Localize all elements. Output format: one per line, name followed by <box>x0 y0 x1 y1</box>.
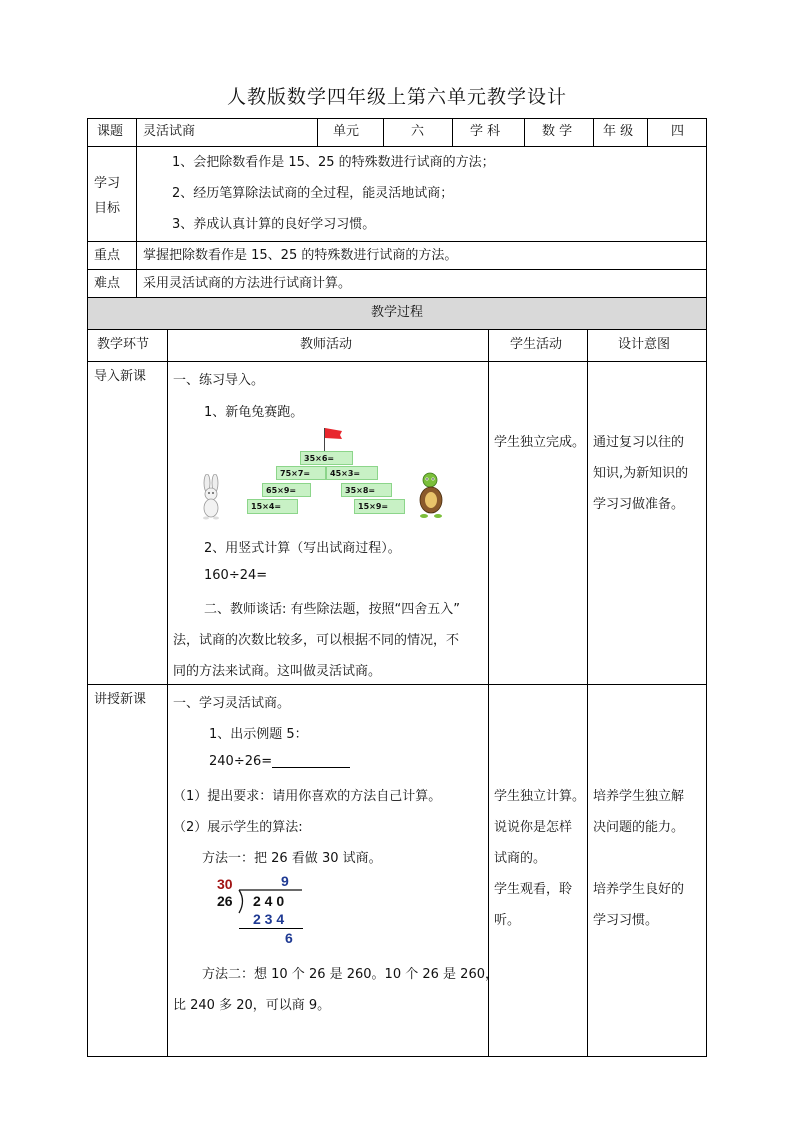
teacher-line: 1、出示例题 5： <box>209 727 308 742</box>
divisor: 26 <box>217 893 233 909</box>
quotient: 9 <box>281 873 289 889</box>
student-activity: 听。 <box>494 913 521 928</box>
unit-label: 单元 <box>333 124 360 139</box>
unit-value: 六 <box>411 124 425 139</box>
student-activity: 学生观看，聆 <box>494 882 573 897</box>
design-intent-line: 培养学生良好的 <box>593 882 685 897</box>
answer-blank <box>272 767 350 768</box>
teacher-line: 1、新龟兔赛跑。 <box>204 405 304 420</box>
design-intent-line: 决问题的能力。 <box>593 820 685 835</box>
subject-value: 数 学 <box>542 124 573 139</box>
difficulty-label: 难点 <box>94 276 121 291</box>
student-activity: 学生独立完成。 <box>494 435 586 450</box>
teacher-line: 一、学习灵活试商。 <box>173 696 291 711</box>
divisor-estimate: 30 <box>217 876 233 892</box>
objective-item: 2、经历笔算除法试商的全过程，能灵活地试商； <box>172 186 454 201</box>
lesson-label: 课题 <box>97 124 124 139</box>
stage-new-lesson: 讲授新课 <box>94 692 147 707</box>
teacher-line: （2）展示学生的算法: <box>173 820 303 835</box>
teacher-line: 160÷24= <box>204 568 268 583</box>
design-intent-line: 通过复习以往的 <box>593 435 685 450</box>
rabbit-icon <box>197 474 227 520</box>
teacher-line: 方法一：把 26 看做 30 试商。 <box>202 851 382 866</box>
grade-value: 四 <box>671 124 685 139</box>
race-brick: 75×7= <box>276 466 326 480</box>
teacher-line: 方法二：想 10 个 26 是 260。10 个 26 是 260， <box>202 967 498 982</box>
race-brick: 35×6= <box>300 451 353 465</box>
race-brick: 65×9= <box>262 483 311 497</box>
remainder: 6 <box>285 930 293 946</box>
teacher-line: 一、练习导入。 <box>173 373 265 388</box>
col-header-intent: 设计意图 <box>618 337 671 352</box>
stage-intro: 导入新课 <box>94 369 147 384</box>
teacher-line: 二、教师谈话: 有些除法题，按照“四舍五入” <box>204 602 460 617</box>
objectives-label-1: 学习 <box>94 176 121 191</box>
teacher-line: 240÷26= <box>209 754 273 769</box>
teacher-line: （1）提出要求：请用你喜欢的方法自己计算。 <box>173 789 442 804</box>
race-brick: 45×3= <box>326 466 378 480</box>
flag-icon <box>325 428 343 440</box>
document-title: 人教版数学四年级上第六单元教学设计 <box>226 86 567 108</box>
student-activity: 试商的。 <box>494 851 547 866</box>
dividend: 2 4 0 <box>253 893 285 909</box>
teacher-line: 比 240 多 20，可以商 9。 <box>173 998 331 1013</box>
difficulty-text: 采用灵活试商的方法进行试商计算。 <box>143 276 352 291</box>
teacher-line: 2、用竖式计算（写出试商过程）。 <box>204 541 401 556</box>
key-point-text: 掌握把除数看作是 15、25 的特殊数进行试商的方法。 <box>143 248 458 263</box>
design-intent-line: 学习习惯。 <box>593 913 659 928</box>
lesson-value: 灵活试商 <box>143 124 196 139</box>
turtle-icon <box>416 471 446 519</box>
teacher-line: 法，试商的次数比较多，可以根据不同的情况，不 <box>173 633 460 648</box>
race-brick: 35×8= <box>341 483 392 497</box>
design-intent-line: 培养学生独立解 <box>593 789 685 804</box>
objectives-label-2: 目标 <box>94 201 121 216</box>
col-header-teacher: 教师活动 <box>300 337 353 352</box>
objective-item: 3、养成认真计算的良好学习习惯。 <box>172 217 376 232</box>
race-brick: 15×9= <box>354 499 405 514</box>
race-brick: 15×4= <box>247 499 298 514</box>
student-activity: 学生独立计算。 <box>494 789 586 804</box>
process-title: 教学过程 <box>370 305 423 320</box>
col-header-stage: 教学环节 <box>97 337 150 352</box>
subject-label: 学 科 <box>470 124 501 139</box>
product: 2 3 4 <box>253 911 285 927</box>
grade-label: 年 级 <box>603 124 634 139</box>
design-intent-line: 知识,为新知识的 <box>593 466 689 481</box>
student-activity: 说说你是怎样 <box>494 820 573 835</box>
objective-item: 1、会把除数看作是 15、25 的特殊数进行试商的方法； <box>172 155 495 170</box>
key-point-label: 重点 <box>94 248 121 263</box>
col-header-student: 学生活动 <box>510 337 563 352</box>
teacher-line: 同的方法来试商。这叫做灵活试商。 <box>173 664 382 679</box>
design-intent-line: 学习习做准备。 <box>593 497 685 512</box>
division-rule <box>239 928 303 929</box>
